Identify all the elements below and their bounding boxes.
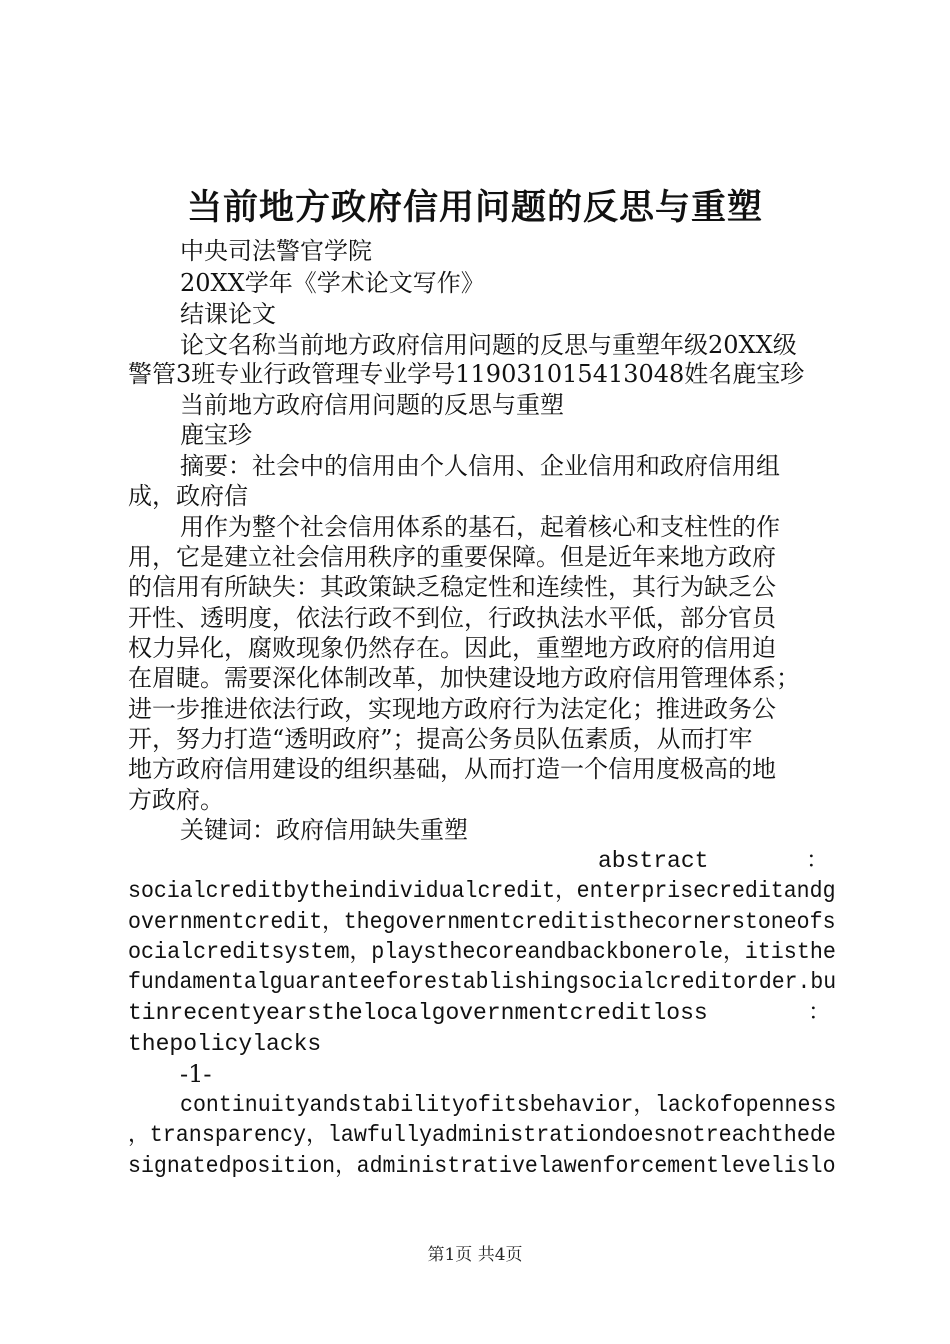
course-line: 20XX学年《学术论文写作》	[180, 269, 485, 297]
abstract-colon: ：	[806, 848, 829, 874]
english-line-3: ocialcreditsystem，playsthecoreandbackbonerole，itisthe	[128, 939, 836, 965]
summary-line-12: 方政府。	[128, 786, 224, 814]
summary-line-1: 摘要：社会中的信用由个人信用、企业信用和政府信用组	[180, 452, 780, 480]
summary-line-3: 用作为整个社会信用体系的基石，起着核心和支柱性的作	[180, 513, 780, 541]
summary-line-4: 用，它是建立社会信用秩序的重要保障。但是近年来地方政府	[128, 543, 776, 571]
continued-line-1: continuityandstabilityofitsbehavior，lackofopenness	[180, 1092, 837, 1118]
paper-type-line: 结课论文	[180, 300, 276, 328]
english-line-2: overnmentcredit，thegovernmentcreditisthecornerstoneofs	[128, 909, 836, 935]
english-line-4: fundamentalguaranteeforestablishingsocialcreditorder.bu	[128, 969, 837, 995]
english-line-5-text: tinrecentyearsthelocalgovernmentcreditloss	[128, 1000, 708, 1026]
summary-line-6: 开性、透明度，依法行政不到位，行政执法水平低，部分官员	[128, 604, 776, 632]
page-footer: 第1页 共4页	[427, 1245, 523, 1265]
abstract-label: abstract	[598, 848, 709, 874]
summary-line-7: 权力异化，腐败现象仍然存在。因此，重塑地方政府的信用迫	[128, 634, 776, 662]
paper-info-line-2: 警管3班专业行政管理专业学号119031015413048姓名鹿宝珍	[128, 360, 805, 388]
english-line-1: socialcreditbytheindividualcredit，enterprisecreditandg	[128, 878, 836, 904]
continued-line-2: ，transparency，lawfullyadministrationdoesnotreachthede	[128, 1122, 836, 1148]
institution-line: 中央司法警官学院	[180, 237, 372, 265]
english-line-5	[128, 998, 831, 1028]
english-line-6: thepolicylacks	[128, 1031, 322, 1057]
keywords-line: 关键词：政府信用缺失重塑	[180, 816, 468, 844]
summary-line-11: 地方政府信用建设的组织基础，从而打造一个信用度极高的地	[128, 755, 776, 783]
continued-line-3: signatedposition，administrativelawenforcementlevelislo	[128, 1153, 836, 1179]
summary-line-9: 进一步推进依法行政，实现地方政府行为法定化；推进政务公	[128, 695, 776, 723]
summary-line-5: 的信用有所缺失：其政策缺乏稳定性和连续性，其行为缺乏公	[128, 573, 776, 601]
summary-line-10: 开，努力打造“透明政府”；提高公务员队伍素质，从而打牢	[128, 725, 753, 753]
page-marker: -1-	[180, 1060, 212, 1088]
document-title: 当前地方政府信用问题的反思与重塑	[186, 187, 763, 228]
paper-info-line-1: 论文名称当前地方政府信用问题的反思与重塑年级20XX级	[180, 331, 797, 359]
author-line: 鹿宝珍	[180, 421, 252, 449]
english-line-5-colon: ：	[808, 1000, 831, 1026]
summary-line-2: 成，政府信	[128, 482, 248, 510]
subtitle-line: 当前地方政府信用问题的反思与重塑	[180, 391, 564, 419]
summary-line-8: 在眉睫。需要深化体制改革，加快建设地方政府信用管理体系；	[128, 664, 800, 692]
